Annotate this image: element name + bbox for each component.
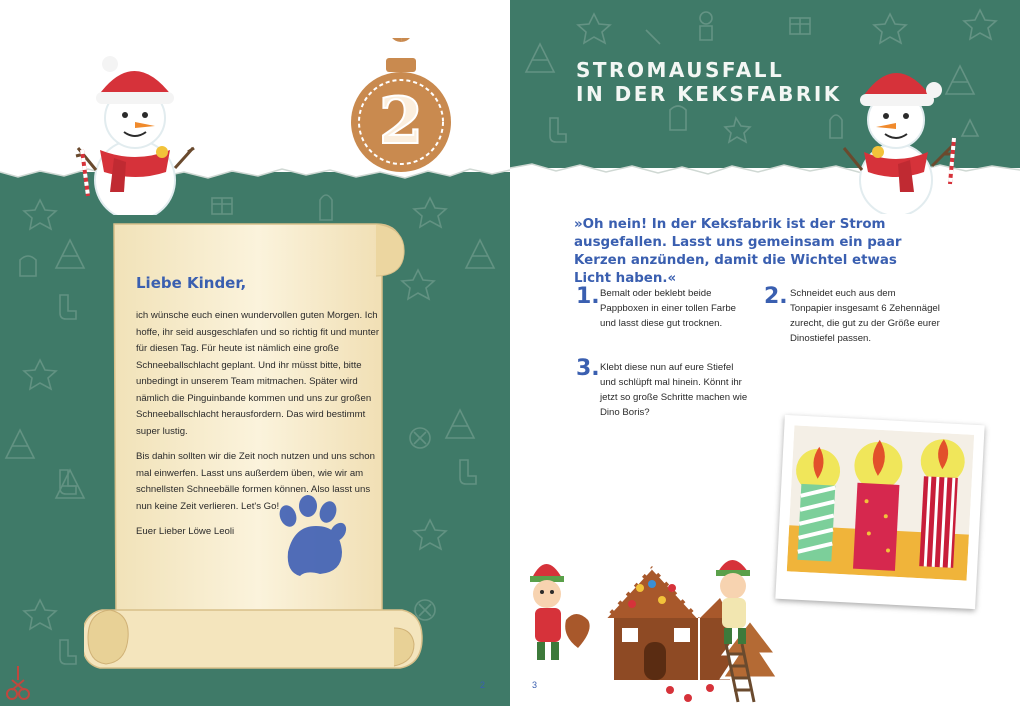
title-line: STROMAUSFALL (576, 58, 785, 82)
page-number-right: 3 (532, 680, 538, 690)
snowman-illustration (836, 44, 966, 214)
letter-greeting: Liebe Kinder, (136, 274, 247, 292)
paw-print-stamp (270, 494, 350, 578)
intro-quote: »Oh nein! In der Keksfabrik ist der Strom ausgefallen. Lasst uns gemeinsam ein paar Kerzen anzünden, damit die Wichtel etwas Licht haben.« (574, 217, 902, 286)
title-line: IN DER KEKSFABRIK (576, 82, 842, 106)
step-number: 2. (764, 284, 788, 309)
right-page (510, 0, 1020, 706)
step-number: 1. (576, 284, 600, 309)
snowman-illustration (70, 40, 200, 215)
day-number: 2 (378, 84, 424, 159)
step-text: Bemalt oder beklebt beide Pappboxen in einer tollen Farbe und lasst diese gut trocknen. (600, 288, 737, 329)
gingerbread-house-illustration (520, 548, 790, 706)
step-text: Klebt diese nun auf eure Stiefel und schlüpft mal hinein. Könnt ihr jetzt so große Schritte machen wie Dino Boris? (600, 362, 748, 418)
candles-image (787, 425, 974, 580)
page-title (576, 58, 842, 106)
step-number: 3. (576, 356, 600, 381)
day-ornament (348, 38, 454, 172)
elf-left (530, 564, 590, 660)
scissors-icon (6, 666, 30, 702)
page-number-left: 2 (480, 680, 486, 690)
step-text: Schneidet euch aus dem Tonpapier insgesamt 6 Zehennägel zurecht, die gut zu der Größe eurer Dinostiefel passen. (790, 288, 940, 344)
candles-photo (775, 415, 984, 609)
letter-paragraph: ich wünsche euch einen wundervollen guten Morgen. Ich hoffe, ihr seid ausgeschlafen und so richtig fit und munter für diesen Tag. Für heute ist nämlich eine große Schneeballschlacht geplant. Und ihr müsst bitte, bitte unbedingt in unserem Team mitmachen. Später wird nämlich die Pinguinbande kommen und uns zur großen Schneeballschlacht herausfordern. Das wird bestimmt super lustig. (136, 310, 380, 437)
letter-signature: Euer Lieber Löwe Leoli (136, 526, 235, 537)
letter-paragraph: Bis dahin sollten wir die Zeit noch nutzen und uns schon mal einwerfen. Lasst uns außerdem üben, wie wir am schnellsten Schneebälle formen können. Also lasst uns nun keine Zeit verlieren. Let's Go! (136, 451, 375, 512)
